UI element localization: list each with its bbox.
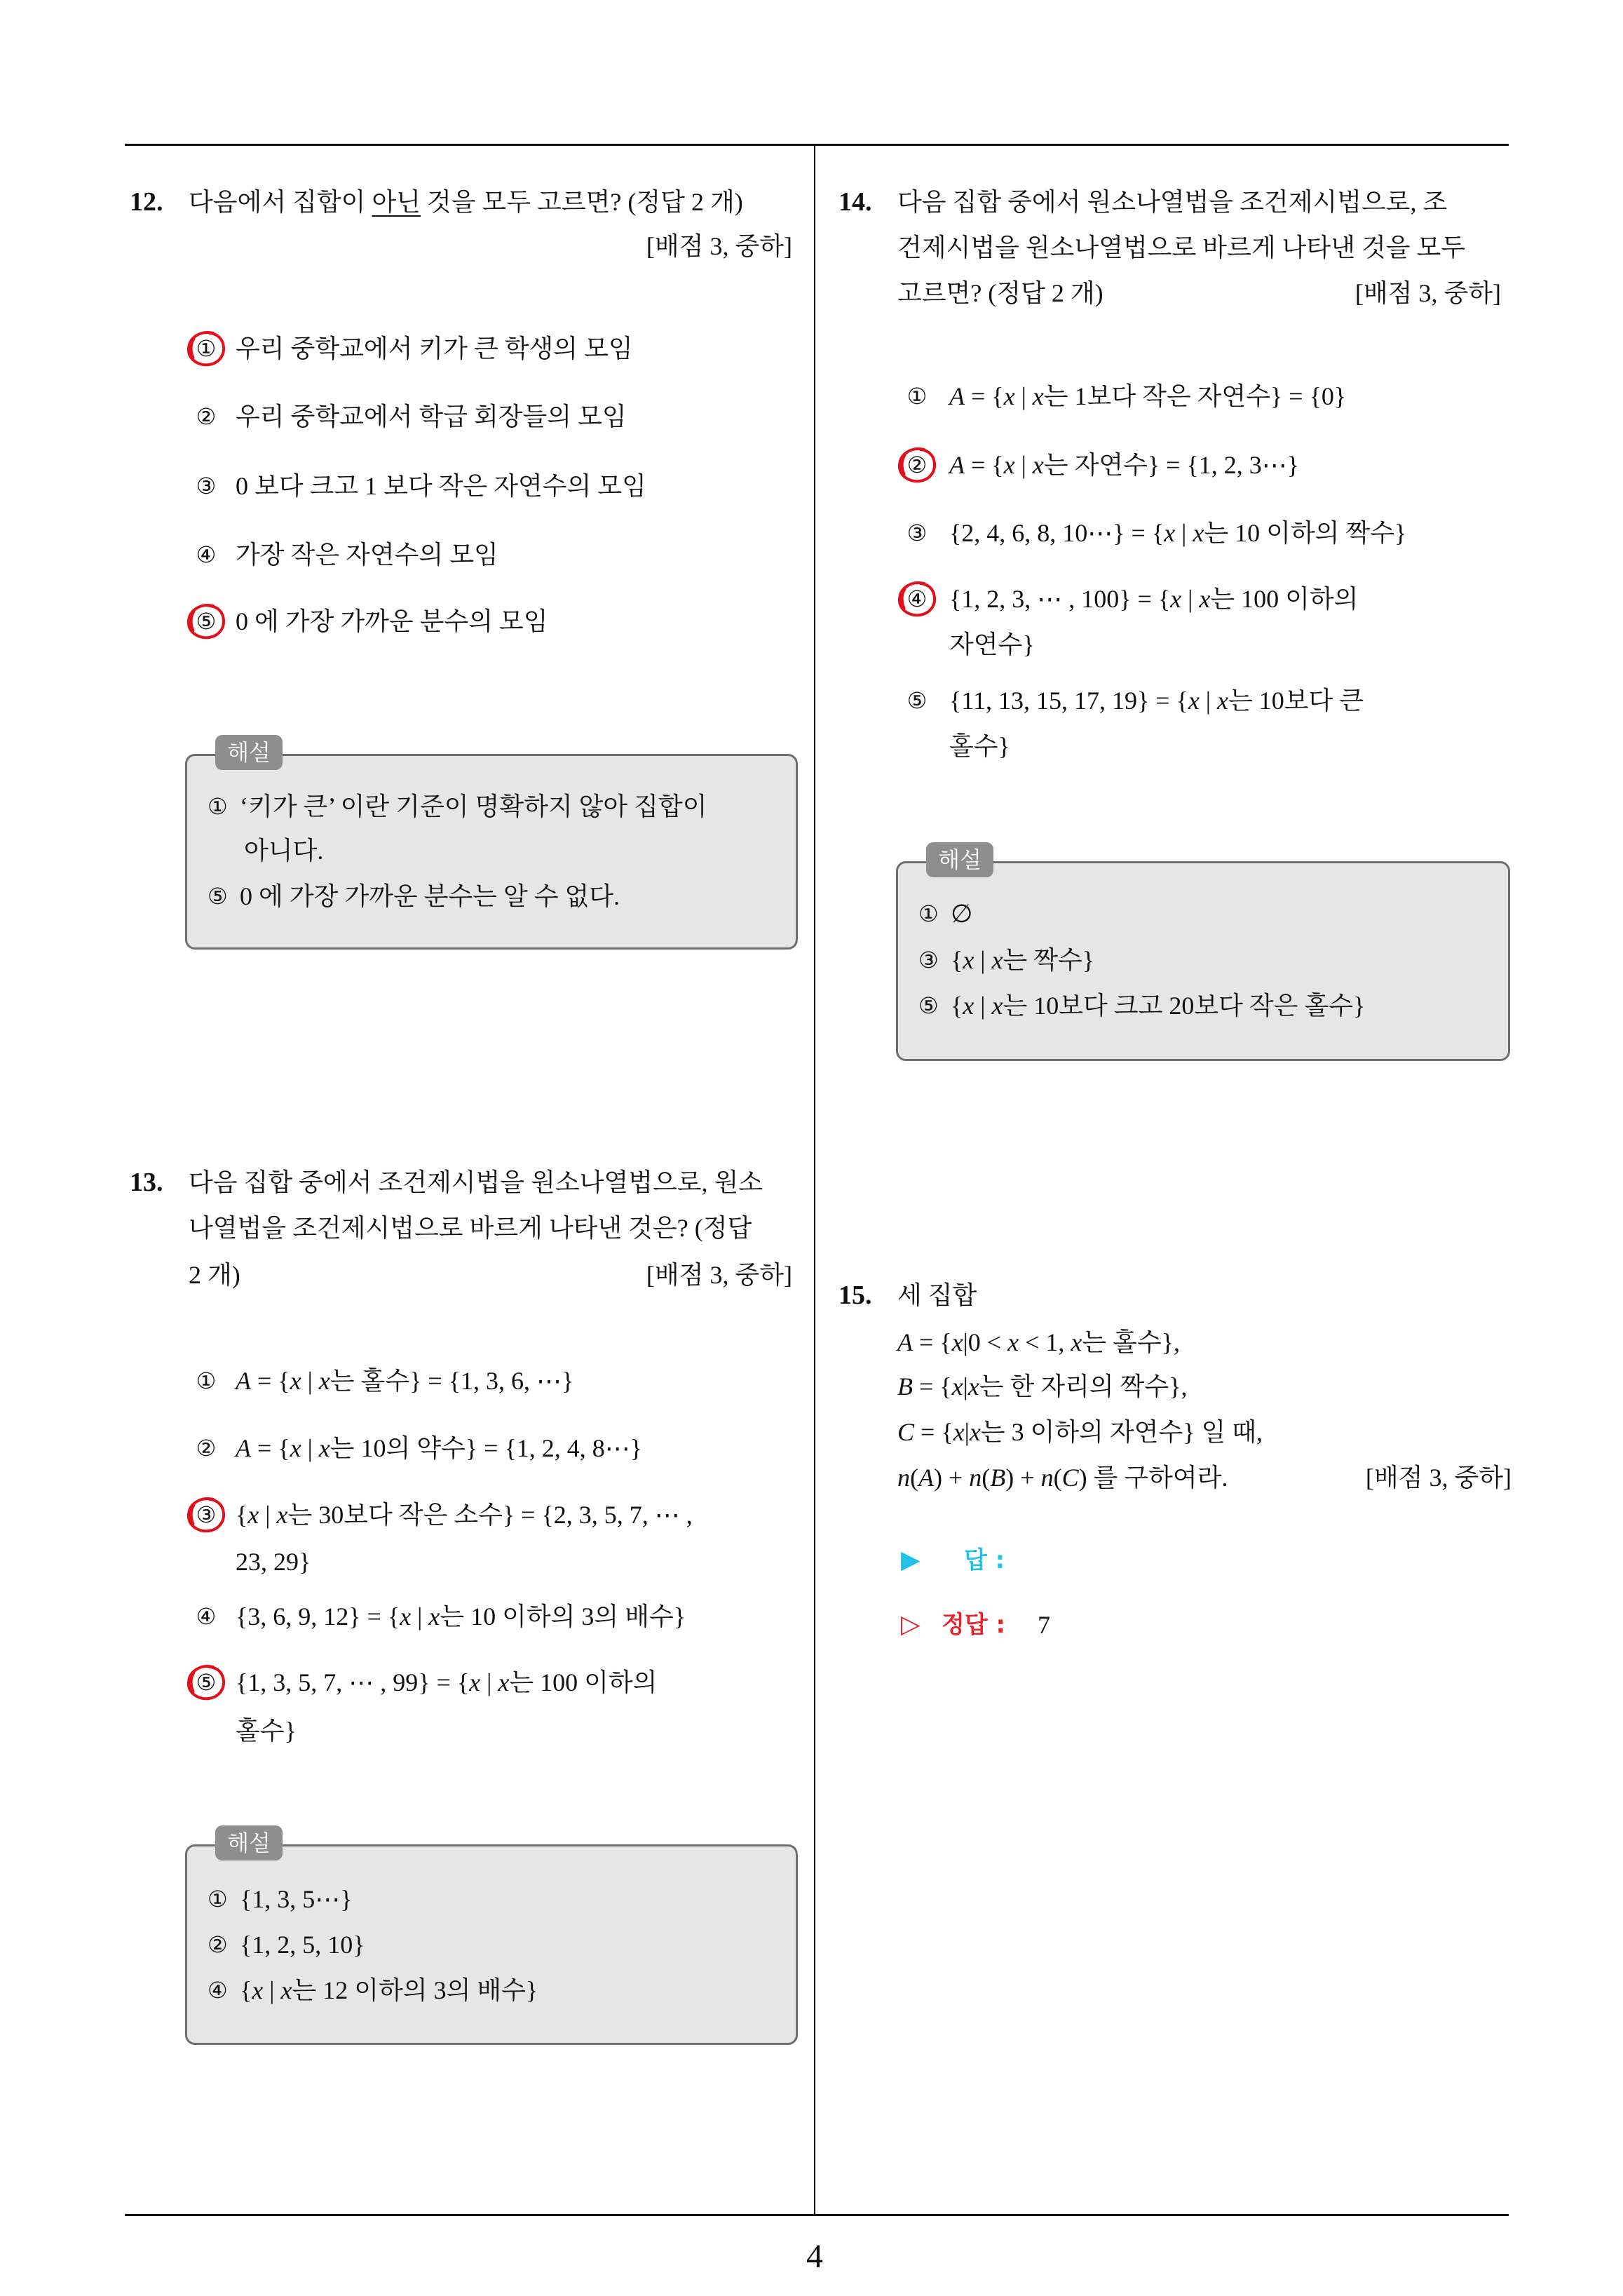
solution-marker: ① [208, 1886, 228, 1912]
option-text: 0 에 가장 가까운 분수의 모임 [236, 607, 548, 635]
top-rule [125, 144, 1509, 146]
question-prompt-line: 고르면? (정답 2 개) [897, 279, 1103, 307]
solution-text: 0 에 가장 가까운 분수는 알 수 없다. [240, 882, 620, 910]
option-text: A = {x | x는 자연수} = {1, 2, 3⋯} [949, 451, 1300, 479]
correct-answer-value: 7 [1038, 1611, 1050, 1639]
column-divider [814, 144, 815, 2215]
option-marker: ② [196, 1435, 217, 1461]
correct-answer-label: 정답 : [942, 1611, 1006, 1639]
option-text: 0 보다 크고 1 보다 작은 자연수의 모임 [236, 472, 646, 500]
prompt-text: 것을 모두 고르면? (정답 2 개) [421, 188, 743, 216]
option-text: 우리 중학교에서 키가 큰 학생의 모임 [236, 335, 633, 363]
question-prompt-line: 다음 집합 중에서 조건제시법을 원소나열법으로, 원소 [189, 1168, 763, 1196]
option-text-continued: 홀수} [949, 732, 1010, 760]
points-label: [배점 3, 중하] [646, 1261, 792, 1289]
question-number: 13. [130, 1168, 163, 1197]
solution-text: {1, 3, 5⋯} [240, 1885, 353, 1913]
page-number: 4 [806, 2238, 823, 2275]
solution-marker: ③ [918, 947, 939, 973]
option-text: {1, 3, 5, 7, ⋯ , 99} = {x | x는 100 이하의 [236, 1668, 658, 1696]
question-prompt-line [189, 182, 743, 222]
option-text: {2, 4, 6, 8, 10⋯} = {x | x는 10 이하의 짝수} [949, 519, 1407, 547]
question-prompt-line: 다음 집합 중에서 원소나열법을 조건제시법으로, 조 [897, 188, 1448, 216]
solution-text: {1, 2, 5, 10} [240, 1931, 365, 1959]
question-prompt-line: 2 개) [189, 1261, 240, 1289]
option-marker: ① [196, 335, 217, 362]
option-marker: ④ [196, 541, 217, 568]
option-marker: ③ [196, 1501, 217, 1528]
option-text: A = {x | x는 1보다 작은 자연수} = {0} [949, 382, 1347, 410]
option-marker: ⑤ [196, 608, 217, 635]
solution-text: 아니다. [244, 837, 324, 865]
option-marker: ② [906, 452, 928, 478]
option-text: {x | x는 30보다 작은 소수} = {2, 3, 5, 7, ⋯ , [236, 1501, 693, 1529]
solution-marker: ⑤ [208, 883, 228, 910]
solution-box [185, 739, 798, 950]
answer-label: 답 : [964, 1546, 1005, 1574]
question-prompt-line: 나열법을 조건제시법으로 바르게 나타낸 것은? (정답 [189, 1214, 752, 1242]
points-label: [배점 3, 중하] [646, 232, 792, 260]
option-marker: ③ [906, 520, 928, 546]
prompt-underlined-text: 아닌 [372, 188, 421, 216]
question-prompt-line: n(A) + n(B) + n(C) 를 구하여라. [897, 1464, 1228, 1492]
option-text: 우리 중학교에서 학급 회장들의 모임 [236, 403, 627, 431]
solution-text: {x | x는 10보다 크고 20보다 작은 홀수} [951, 992, 1366, 1020]
option-text: {1, 2, 3, ⋯ , 100} = {x | x는 100 이하의 [949, 585, 1359, 613]
solution-marker: ② [208, 1931, 228, 1958]
question-number: 12. [130, 187, 163, 217]
set-definition-c: C = {x|x는 3 이하의 자연수} 일 때, [897, 1418, 1263, 1446]
option-marker: ① [906, 383, 928, 410]
option-marker: ④ [906, 586, 928, 612]
points-label: [배점 3, 중하] [1354, 279, 1501, 307]
solution-marker: ① [208, 793, 228, 820]
option-text: 가장 작은 자연수의 모임 [236, 541, 498, 569]
option-text: A = {x | x는 홀수} = {1, 3, 6, ⋯} [236, 1367, 574, 1395]
bottom-rule [125, 2214, 1509, 2216]
option-text-continued: 자연수} [949, 630, 1035, 659]
question-number: 15. [838, 1281, 872, 1310]
empty-set-symbol: ∅ [951, 900, 973, 928]
option-text-continued: 23, 29} [236, 1548, 311, 1576]
set-definition-b: B = {x|x는 한 자리의 짝수}, [897, 1372, 1188, 1400]
question-number: 14. [838, 187, 872, 217]
solution-marker: ④ [208, 1977, 228, 2004]
solution-marker: ① [918, 900, 939, 927]
set-definition-a: A = {x|0 < x < 1, x는 홀수}, [897, 1328, 1180, 1356]
option-marker: ③ [196, 473, 217, 499]
solution-text: {x | x는 12 이하의 3의 배수} [240, 1976, 538, 2004]
solution-box [896, 846, 1510, 1061]
prompt-text: 다음에서 집합이 [189, 188, 372, 216]
question-prompt-line: 세 집합 [897, 1281, 977, 1309]
option-text-continued: 홀수} [236, 1717, 297, 1745]
solution-box [185, 1830, 798, 2045]
points-label: [배점 3, 중하] [1365, 1464, 1512, 1492]
solution-marker: ⑤ [918, 992, 939, 1019]
option-text: {3, 6, 9, 12} = {x | x는 10 이하의 3의 배수} [236, 1602, 686, 1630]
option-text: {11, 13, 15, 17, 19} = {x | x는 10보다 큰 [949, 687, 1364, 715]
question-prompt-line: 건제시법을 원소나열법으로 바르게 나타낸 것을 모두 [897, 234, 1466, 262]
option-marker: ⑤ [196, 1669, 217, 1696]
solution-text: ‘키가 큰’ 이란 기준이 명확하지 않아 집합이 [240, 792, 707, 821]
solution-label: 해설 [215, 735, 283, 770]
solution-label: 해설 [215, 1825, 283, 1861]
option-marker: ② [196, 403, 217, 430]
play-arrow-icon: ▶ [901, 1546, 921, 1574]
option-marker: ④ [196, 1603, 217, 1630]
outline-arrow-icon: ▷ [901, 1610, 921, 1639]
solution-label: 해설 [926, 842, 993, 877]
option-marker: ⑤ [906, 687, 928, 714]
option-marker: ① [196, 1368, 217, 1394]
option-text: A = {x | x는 10의 약수} = {1, 2, 4, 8⋯} [236, 1434, 643, 1462]
solution-text: {x | x는 짝수} [951, 946, 1095, 974]
